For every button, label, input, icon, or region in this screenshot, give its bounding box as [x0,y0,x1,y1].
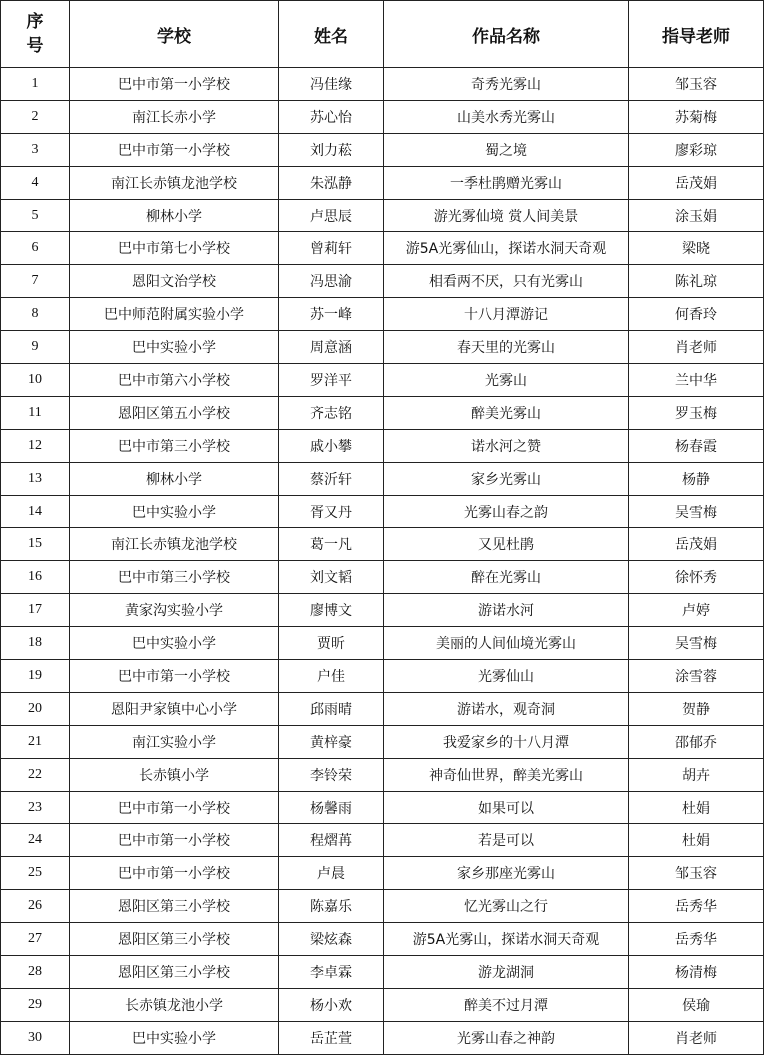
cell-work: 忆光雾山之行 [384,890,629,923]
table-row [1,956,764,989]
cell-work: 奇秀光雾山 [384,68,629,101]
cell-teacher: 廖彩琼 [629,133,764,166]
cell-teacher: 梁晓 [629,232,764,265]
cell-name: 岳芷萱 [279,1021,384,1054]
table-row [1,298,764,331]
cell-name: 罗洋平 [279,364,384,397]
table-row [1,495,764,528]
cell-teacher: 胡卉 [629,758,764,791]
cell-name: 冯佳缘 [279,68,384,101]
cell-school: 巴中市第六小学校 [70,364,279,397]
cell-teacher: 徐怀秀 [629,561,764,594]
cell-school: 恩阳尹家镇中心小学 [70,692,279,725]
cell-teacher: 邵郁乔 [629,725,764,758]
cell-teacher: 涂玉娟 [629,199,764,232]
table-row [1,660,764,693]
cell-name: 刘文韬 [279,561,384,594]
header-seq [1,1,70,68]
cell-school: 巴中市第一小学校 [70,791,279,824]
header-school: 学校 [70,1,279,68]
cell-no: 29 [1,988,70,1021]
cell-teacher: 杨清梅 [629,956,764,989]
cell-no: 26 [1,890,70,923]
cell-name: 邱雨晴 [279,692,384,725]
cell-teacher: 吴雪梅 [629,627,764,660]
cell-no: 28 [1,956,70,989]
cell-work: 光雾山春之韵 [384,495,629,528]
cell-school: 巴中实验小学 [70,1021,279,1054]
cell-name: 梁炫森 [279,923,384,956]
header-name: 姓名 [279,1,384,68]
cell-school: 巴中市第一小学校 [70,824,279,857]
cell-school: 巴中师范附属实验小学 [70,298,279,331]
cell-school: 巴中实验小学 [70,331,279,364]
cell-school: 南江实验小学 [70,725,279,758]
cell-work: 十八月潭游记 [384,298,629,331]
cell-teacher: 何香玲 [629,298,764,331]
cell-teacher: 肖老师 [629,331,764,364]
cell-school: 巴中市第三小学校 [70,429,279,462]
table-row [1,331,764,364]
header-seq-line2: 号 [26,36,44,56]
cell-no: 12 [1,429,70,462]
cell-no: 14 [1,495,70,528]
cell-teacher: 岳茂娟 [629,528,764,561]
table-row [1,133,764,166]
cell-name: 杨馨雨 [279,791,384,824]
cell-teacher: 岳茂娟 [629,166,764,199]
table-row [1,199,764,232]
cell-school: 恩阳区第三小学校 [70,923,279,956]
cell-teacher: 兰中华 [629,364,764,397]
cell-work: 游光雾仙境 赏人间美景 [384,199,629,232]
cell-school: 柳林小学 [70,462,279,495]
cell-work: 诺水河之赞 [384,429,629,462]
cell-work: 游诺水河 [384,594,629,627]
cell-name: 贾昕 [279,627,384,660]
cell-work: 光雾仙山 [384,660,629,693]
cell-work: 游诺水，观奇洞 [384,692,629,725]
table-row [1,758,764,791]
cell-name: 杨小欢 [279,988,384,1021]
table-row [1,791,764,824]
table-row [1,890,764,923]
cell-no: 19 [1,660,70,693]
cell-work: 相看两不厌，只有光雾山 [384,265,629,298]
cell-no: 4 [1,166,70,199]
cell-school: 巴中实验小学 [70,627,279,660]
cell-no: 15 [1,528,70,561]
cell-work: 山美水秀光雾山 [384,100,629,133]
cell-school: 柳林小学 [70,199,279,232]
cell-name: 齐志铭 [279,396,384,429]
cell-no: 23 [1,791,70,824]
cell-name: 胥又丹 [279,495,384,528]
table-row [1,725,764,758]
table-row [1,594,764,627]
cell-name: 黄梓豪 [279,725,384,758]
table-row [1,692,764,725]
table-row [1,100,764,133]
cell-name: 卢晨 [279,857,384,890]
cell-work: 神奇仙世界，醉美光雾山 [384,758,629,791]
cell-school: 恩阳区第五小学校 [70,396,279,429]
table-row [1,232,764,265]
cell-school: 巴中市第三小学校 [70,561,279,594]
cell-name: 葛一凡 [279,528,384,561]
table-row [1,429,764,462]
cell-teacher: 邹玉容 [629,857,764,890]
cell-work: 游5A光雾仙山，探诺水洞天奇观 [384,232,629,265]
cell-name: 廖博文 [279,594,384,627]
cell-name: 朱泓静 [279,166,384,199]
cell-school: 长赤镇小学 [70,758,279,791]
cell-no: 17 [1,594,70,627]
cell-no: 27 [1,923,70,956]
cell-no: 11 [1,396,70,429]
header-teacher: 指导老师 [629,1,764,68]
cell-teacher: 罗玉梅 [629,396,764,429]
cell-name: 苏心怡 [279,100,384,133]
cell-school: 巴中市第七小学校 [70,232,279,265]
cell-work: 若是可以 [384,824,629,857]
table-row [1,824,764,857]
cell-teacher: 肖老师 [629,1021,764,1054]
table-header [1,1,764,68]
cell-no: 25 [1,857,70,890]
table-row [1,857,764,890]
cell-no: 5 [1,199,70,232]
cell-no: 1 [1,68,70,101]
table-row [1,1021,764,1054]
cell-name: 戚小攀 [279,429,384,462]
cell-work: 光雾山 [384,364,629,397]
cell-school: 恩阳区第三小学校 [70,956,279,989]
cell-work: 游5A光雾山，探诺水洞天奇观 [384,923,629,956]
table-row [1,561,764,594]
cell-school: 巴中市第一小学校 [70,68,279,101]
cell-name: 苏一峰 [279,298,384,331]
cell-work: 光雾山春之神韵 [384,1021,629,1054]
table-row [1,68,764,101]
table-row [1,462,764,495]
table-row [1,988,764,1021]
cell-no: 24 [1,824,70,857]
header-seq-line1: 序 [26,12,44,32]
cell-teacher: 岳秀华 [629,923,764,956]
cell-no: 21 [1,725,70,758]
cell-school: 恩阳区第三小学校 [70,890,279,923]
cell-name: 曾莉轩 [279,232,384,265]
cell-school: 巴中市第一小学校 [70,857,279,890]
cell-teacher: 杜娟 [629,791,764,824]
cell-teacher: 杨静 [629,462,764,495]
cell-teacher: 卢婷 [629,594,764,627]
cell-teacher: 涂雪蓉 [629,660,764,693]
cell-no: 6 [1,232,70,265]
cell-no: 30 [1,1021,70,1054]
cell-work: 美丽的人间仙境光雾山 [384,627,629,660]
cell-teacher: 苏菊梅 [629,100,764,133]
cell-name: 程熠苒 [279,824,384,857]
cell-school: 巴中市第一小学校 [70,660,279,693]
cell-teacher: 邹玉容 [629,68,764,101]
cell-name: 蔡沂轩 [279,462,384,495]
cell-school: 恩阳文治学校 [70,265,279,298]
cell-name: 李卓霖 [279,956,384,989]
cell-teacher: 岳秀华 [629,890,764,923]
table-row [1,528,764,561]
cell-work: 醉在光雾山 [384,561,629,594]
cell-work: 家乡那座光雾山 [384,857,629,890]
cell-no: 9 [1,331,70,364]
cell-no: 18 [1,627,70,660]
header-row [1,1,764,68]
cell-school: 南江长赤镇龙池学校 [70,166,279,199]
cell-no: 22 [1,758,70,791]
cell-name: 户佳 [279,660,384,693]
table-row [1,166,764,199]
cell-school: 黄家沟实验小学 [70,594,279,627]
cell-school: 巴中市第一小学校 [70,133,279,166]
cell-no: 13 [1,462,70,495]
cell-teacher: 侯瑜 [629,988,764,1021]
cell-work: 家乡光雾山 [384,462,629,495]
cell-school: 长赤镇龙池小学 [70,988,279,1021]
cell-teacher: 杜娟 [629,824,764,857]
table-row [1,923,764,956]
cell-no: 7 [1,265,70,298]
cell-name: 卢思辰 [279,199,384,232]
cell-work: 我爱家乡的十八月潭 [384,725,629,758]
cell-work: 又见杜鹃 [384,528,629,561]
table-row [1,627,764,660]
cell-no: 3 [1,133,70,166]
table-row [1,364,764,397]
table-row [1,265,764,298]
cell-teacher: 贺静 [629,692,764,725]
cell-name: 周意涵 [279,331,384,364]
cell-name: 李铃荣 [279,758,384,791]
cell-work: 醉美光雾山 [384,396,629,429]
cell-teacher: 杨春霞 [629,429,764,462]
cell-name: 陈嘉乐 [279,890,384,923]
cell-no: 16 [1,561,70,594]
table-body [1,68,764,1055]
cell-work: 春天里的光雾山 [384,331,629,364]
table-row [1,396,764,429]
cell-work: 如果可以 [384,791,629,824]
cell-no: 8 [1,298,70,331]
cell-name: 刘力菘 [279,133,384,166]
cell-school: 南江长赤镇龙池学校 [70,528,279,561]
cell-no: 2 [1,100,70,133]
cell-school: 巴中实验小学 [70,495,279,528]
cell-no: 20 [1,692,70,725]
cell-work: 一季杜鹃赠光雾山 [384,166,629,199]
cell-work: 蜀之境 [384,133,629,166]
cell-name: 冯思渝 [279,265,384,298]
header-work: 作品名称 [384,1,629,68]
cell-no: 10 [1,364,70,397]
cell-teacher: 吴雪梅 [629,495,764,528]
cell-work: 醉美不过月潭 [384,988,629,1021]
cell-school: 南江长赤小学 [70,100,279,133]
cell-teacher: 陈礼琼 [629,265,764,298]
cell-work: 游龙湖洞 [384,956,629,989]
